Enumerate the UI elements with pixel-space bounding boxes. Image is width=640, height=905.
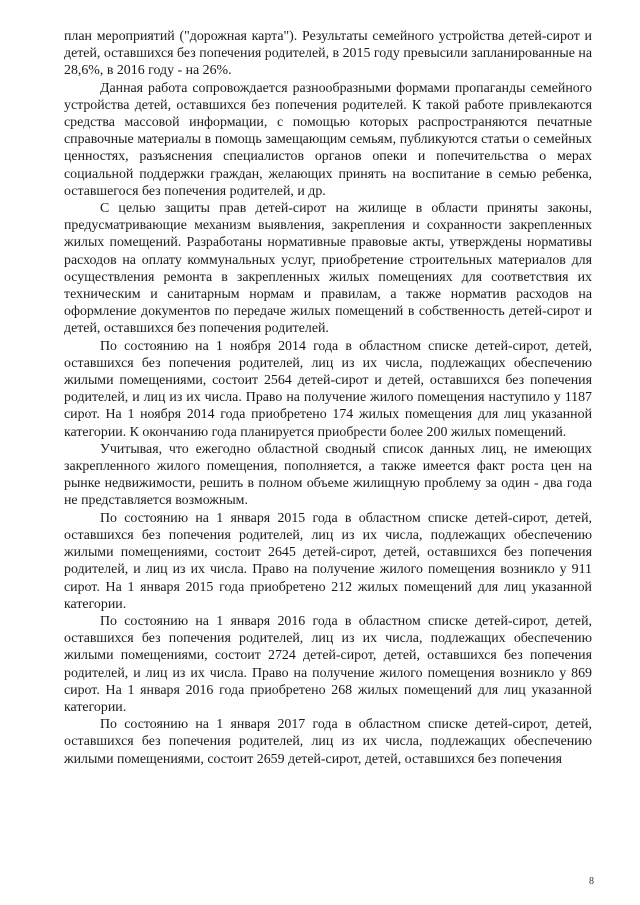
paragraph-6: По состоянию на 1 января 2015 года в областном списке детей-сирот, детей, оставшихся без попечения родителей, лиц из их числа, подлежащих обеспечению жилыми помещениями, состоит 2645 детей-сирот, детей, оставшихся без попечения родителей, и лиц из их числа. Право на получение жилого помещения возникло у 911 сирот. На 1 января 2015 года приобретено 212 жилых помещений для лиц указанной категории. xyxy=(64,510,592,612)
paragraph-2: Данная работа сопровождается разнообразными формами пропаганды семейного устройства детей, оставшихся без попечения родителей. К такой работе привлекаются средства массовой информации, с помощью которых распространяются печатные справочные материалы в помощь замещающим семьям, публикуются статьи о семейных ценностях, разъяснения специалистов органов опеки и попечительства о мерах социальной поддержки граждан, желающих принять на воспитание в семью ребенка, оставшегося без попечения родителей, и др. xyxy=(64,80,592,199)
paragraph-1: план мероприятий ("дорожная карта"). Результаты семейного устройства детей-сирот и детей, оставшихся без попечения родителей, в 2015 году превысили запланированные на 28,6%, в 2016 году - на 26%. xyxy=(64,29,592,79)
page-number: 8 xyxy=(589,876,594,887)
paragraph-5: Учитывая, что ежегодно областной сводный список данных лиц, не имеющих закрепленного жилого помещения, пополняется, а также имеется факт роста цен на рынке недвижимости, решить в полном объеме жилищную проблему за один - два года не представляется возможным. xyxy=(64,441,592,509)
paragraph-8: По состоянию на 1 января 2017 года в областном списке детей-сирот, детей, оставшихся без попечения родителей, лиц из их числа, подлежащих обеспечению жилыми помещениями, состоит 2659 детей-сирот, детей, оставшихся без попечения xyxy=(64,717,592,767)
paragraph-4: По состоянию на 1 ноября 2014 года в областном списке детей-сирот, детей, оставшихся без попечения родителей, лиц из их числа, подлежащих обеспечению жилыми помещениями, состоит 2564 детей-сирот и детей, оставшихся без попечения родителей, и лиц из их числа. Право на получение жилого помещения наступило у 1187 сирот. На 1 ноября 2014 года приобретено 174 жилых помещения для лиц указанной категории. К окончанию года планируется приобрести более 200 жилых помещений. xyxy=(64,338,592,440)
paragraph-3: С целью защиты прав детей-сирот на жилище в области приняты законы, предусматривающие механизм выявления, закрепления и сохранности закрепленных жилых помещений. Разработаны нормативные правовые акты, утверждены нормативы расходов на оплату коммунальных услуг, приобретение строительных материалов для осуществления ремонта в закрепленных жилых помещениях для соответствия их техническим и санитарным нормам и правилам, а также норматив расходов на оформление документов по передаче жилых помещений в собственность детей-сирот и детей, оставшихся без попечения родителей. xyxy=(64,201,592,337)
document-body xyxy=(64,28,592,768)
paragraph-7: По состоянию на 1 января 2016 года в областном списке детей-сирот, детей, оставшихся без попечения родителей, лиц из их числа, подлежащих обеспечению жилыми помещениями, состоит 2724 детей-сирот, детей, оставшихся без попечения родителей, и лиц из их числа. Право на получение жилого помещения возникло у 869 сирот. На 1 января 2016 года приобретено 268 жилых помещений для лиц указанной категории. xyxy=(64,613,592,715)
